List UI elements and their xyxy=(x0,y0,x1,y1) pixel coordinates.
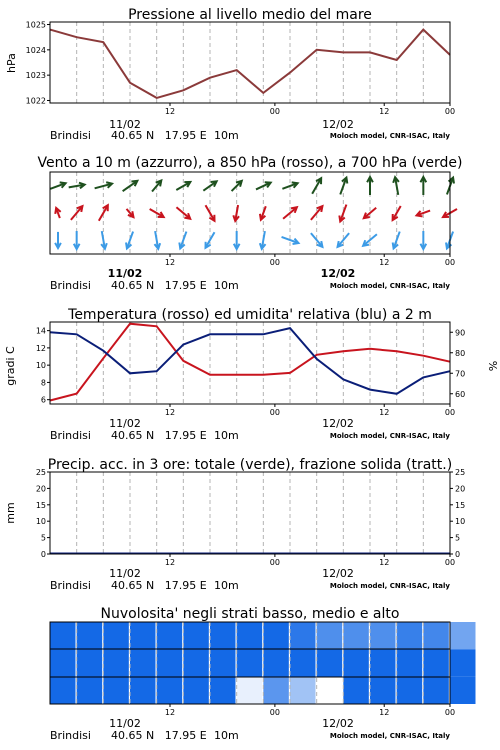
pressure-date-2: 12/02 xyxy=(322,118,354,131)
pressure-title: Pressione al livello medio del mare xyxy=(128,7,372,23)
temperature-xtick-label: 00 xyxy=(444,408,456,417)
wind-date-2: 12/02 xyxy=(320,267,356,280)
wind-location-elevation: 10m xyxy=(214,279,239,292)
clouds-location-elevation: 10m xyxy=(214,729,239,742)
clouds-date-1: 11/02 xyxy=(109,717,141,730)
temperature-date-1: 11/02 xyxy=(109,417,141,430)
humidity-ytick-label: 60 xyxy=(455,389,466,399)
temperature-ytick-label: 14 xyxy=(35,326,46,336)
wind-title: Vento a 10 m (azzurro), a 850 hPa (rosso), a 700 hPa (verde) xyxy=(37,155,463,171)
precipitation-ytick-label-right: 10 xyxy=(455,517,466,527)
cloud-cell-basso xyxy=(183,677,209,704)
temperature-location-elevation: 10m xyxy=(214,429,239,442)
cloud-cell-alto xyxy=(263,622,289,649)
panel-pressure xyxy=(5,7,455,142)
wind-arrow xyxy=(179,232,186,249)
wind-credit: Moloch model, CNR-ISAC, Italy xyxy=(329,282,450,290)
precipitation-plot-frame xyxy=(50,472,450,554)
pressure-location-elevation: 10m xyxy=(214,129,239,142)
wind-arrow xyxy=(420,231,426,249)
cloud-cell-alto xyxy=(317,622,343,649)
humidity-ytick-label: 90 xyxy=(455,328,466,338)
precipitation-credit: Moloch model, CNR-ISAC, Italy xyxy=(329,582,450,590)
wind-xtick-label: 00 xyxy=(444,258,456,267)
precipitation-xtick-label: 00 xyxy=(269,558,280,567)
cloud-cell-medio xyxy=(317,649,343,676)
cloud-cell-alto xyxy=(210,622,236,649)
humidity-ytick-label: 80 xyxy=(455,348,466,358)
cloud-cell-alto xyxy=(450,622,476,649)
temperature-title: Temperatura (rosso) ed umidita' relativa (blu) a 2 m xyxy=(68,307,432,323)
precipitation-xtick-label: 00 xyxy=(444,558,456,567)
wind-xtick-label: 12 xyxy=(379,258,390,267)
wind-arrow xyxy=(420,177,426,195)
cloud-cell-medio xyxy=(210,649,236,676)
wind-arrow xyxy=(206,232,215,248)
cloud-cell-alto xyxy=(50,622,76,649)
wind-arrow xyxy=(340,178,347,195)
cloud-cell-basso xyxy=(423,677,449,704)
pressure-xtick-label: 00 xyxy=(269,107,280,116)
precipitation-ytick-label: 25 xyxy=(35,468,46,477)
cloud-cell-basso xyxy=(317,677,343,704)
cloud-cell-medio xyxy=(157,649,183,676)
clouds-xtick-label: 00 xyxy=(269,708,280,717)
humidity-series-line xyxy=(50,328,450,394)
cloud-cell-medio xyxy=(77,649,103,676)
humidity-ylabel: % xyxy=(486,360,499,372)
cloud-cell-basso xyxy=(397,677,423,704)
temperature-ytick-label: 6 xyxy=(40,395,46,405)
cloud-cell-basso xyxy=(290,677,316,704)
precipitation-footer xyxy=(50,567,450,592)
wind-arrow xyxy=(55,232,61,248)
clouds-date-2: 12/02 xyxy=(322,717,354,730)
wind-location-coords: 40.65 N 17.95 E xyxy=(111,279,207,292)
cloud-cell-alto xyxy=(183,622,209,649)
panel-clouds xyxy=(50,606,476,742)
cloud-cell-alto xyxy=(423,622,449,649)
wind-arrow xyxy=(367,177,373,195)
wind-arrow xyxy=(234,231,240,249)
cloud-cell-basso xyxy=(263,677,289,704)
cloud-cell-basso xyxy=(157,677,183,704)
wind-xtick-label: 00 xyxy=(269,258,280,267)
cloud-cell-basso xyxy=(343,677,369,704)
cloud-cell-alto xyxy=(397,622,423,649)
precipitation-date-1: 11/02 xyxy=(109,567,141,580)
cloud-cell-basso xyxy=(50,677,76,704)
precipitation-ytick-label: 20 xyxy=(35,484,46,494)
temperature-credit: Moloch model, CNR-ISAC, Italy xyxy=(329,432,450,440)
wind-arrow xyxy=(154,231,160,249)
pressure-ytick-label: 1023 xyxy=(25,71,46,81)
humidity-ytick-label: 70 xyxy=(455,369,466,379)
precipitation-ytick-label: 0 xyxy=(40,550,46,559)
cloud-cell-basso xyxy=(210,677,236,704)
wind-arrow xyxy=(393,232,400,249)
temperature-footer xyxy=(50,417,450,442)
temperature-xtick-label: 12 xyxy=(379,408,390,417)
pressure-xtick-label: 12 xyxy=(164,107,176,116)
pressure-location-coords: 40.65 N 17.95 E xyxy=(111,129,207,142)
precipitation-ytick-label-right: 0 xyxy=(455,550,461,559)
cloud-cell-basso xyxy=(450,677,476,704)
temperature-ylabel: gradi C xyxy=(4,346,17,386)
precipitation-ytick-label-right: 15 xyxy=(455,500,466,510)
temperature-ytick-label: 8 xyxy=(40,378,46,388)
pressure-credit: Moloch model, CNR-ISAC, Italy xyxy=(329,132,450,140)
pressure-location-name: Brindisi xyxy=(50,129,91,142)
precipitation-ytick-label-right: 5 xyxy=(455,533,461,543)
pressure-ytick-label: 1024 xyxy=(25,45,46,55)
cloud-cell-medio xyxy=(263,649,289,676)
cloud-cell-basso xyxy=(237,677,263,704)
precipitation-xtick-label: 12 xyxy=(164,558,176,567)
cloud-cell-alto xyxy=(343,622,369,649)
cloud-cell-medio xyxy=(103,649,129,676)
cloud-cell-basso xyxy=(130,677,156,704)
cloud-cell-alto xyxy=(237,622,263,649)
precipitation-ytick-label: 15 xyxy=(35,500,46,510)
pressure-ytick-label: 1022 xyxy=(25,96,46,106)
wind-arrow xyxy=(101,231,107,249)
clouds-xtick-label: 12 xyxy=(379,708,390,717)
wind-footer xyxy=(50,267,450,292)
pressure-plot-frame xyxy=(50,22,450,103)
precipitation-location-coords: 40.65 N 17.95 E xyxy=(111,579,207,592)
precipitation-title: Precip. acc. in 3 ore: totale (verde), frazione solida (tratt.) xyxy=(47,457,453,473)
wind-xtick-label: 12 xyxy=(164,258,176,267)
cloud-cell-medio xyxy=(290,649,316,676)
pressure-series-line xyxy=(50,30,450,98)
pressure-ytick-label: 1025 xyxy=(25,20,46,30)
cloud-cell-medio xyxy=(130,649,156,676)
wind-arrow xyxy=(126,232,133,249)
pressure-xtick-label: 00 xyxy=(444,107,456,116)
precipitation-ytick-label: 5 xyxy=(40,533,46,543)
clouds-location-name: Brindisi xyxy=(50,729,91,742)
temperature-location-coords: 40.65 N 17.95 E xyxy=(111,429,207,442)
cloud-cell-medio xyxy=(397,649,423,676)
precipitation-ytick-label-right: 25 xyxy=(455,468,466,477)
wind-arrow xyxy=(99,205,108,221)
clouds-xtick-label: 00 xyxy=(444,708,456,717)
precipitation-ylabel: mm xyxy=(4,502,17,524)
cloud-cell-alto xyxy=(77,622,103,649)
panel-precipitation xyxy=(4,457,475,592)
cloud-cell-medio xyxy=(423,649,449,676)
cloud-cell-medio xyxy=(343,649,369,676)
temperature-location-name: Brindisi xyxy=(50,429,91,442)
pressure-date-1: 11/02 xyxy=(109,118,141,131)
temperature-ytick-label: 12 xyxy=(35,343,46,353)
clouds-location-coords: 40.65 N 17.95 E xyxy=(111,729,207,742)
clouds-xtick-label: 12 xyxy=(164,708,176,717)
wind-arrow xyxy=(55,208,60,218)
wind-arrow xyxy=(312,178,321,194)
cloud-cell-medio xyxy=(370,649,396,676)
cloud-cell-basso xyxy=(370,677,396,704)
wind-arrow xyxy=(74,231,80,249)
temperature-xtick-label: 12 xyxy=(164,408,176,417)
precipitation-bar xyxy=(450,553,475,554)
precipitation-location-name: Brindisi xyxy=(50,579,91,592)
panel-wind xyxy=(37,155,462,292)
cloud-cell-alto xyxy=(290,622,316,649)
wind-date-1: 11/02 xyxy=(107,267,143,280)
precipitation-xtick-label: 12 xyxy=(379,558,390,567)
temperature-xtick-label: 00 xyxy=(269,408,280,417)
wind-location-name: Brindisi xyxy=(50,279,91,292)
cloud-cell-medio xyxy=(237,649,263,676)
wind-arrow xyxy=(50,182,65,188)
cloud-cell-alto xyxy=(370,622,396,649)
precipitation-ytick-label: 10 xyxy=(35,517,46,527)
wind-arrow xyxy=(260,231,266,249)
temperature-ytick-label: 10 xyxy=(35,361,46,371)
cloud-cell-medio xyxy=(450,649,476,676)
precipitation-date-2: 12/02 xyxy=(322,567,354,580)
precipitation-ytick-label-right: 20 xyxy=(455,484,466,494)
temperature-date-2: 12/02 xyxy=(322,417,354,430)
pressure-footer xyxy=(50,118,450,142)
precipitation-location-elevation: 10m xyxy=(214,579,239,592)
clouds-title: Nuvolosita' negli strati basso, medio e alto xyxy=(100,606,400,622)
panel-temperature xyxy=(4,307,499,442)
cloud-cell-alto xyxy=(130,622,156,649)
pressure-ylabel: hPa xyxy=(5,53,18,73)
cloud-cell-alto xyxy=(103,622,129,649)
wind-arrow xyxy=(393,177,399,195)
clouds-credit: Moloch model, CNR-ISAC, Italy xyxy=(329,732,450,740)
clouds-footer xyxy=(50,717,450,742)
cloud-cell-basso xyxy=(77,677,103,704)
pressure-xtick-label: 12 xyxy=(379,107,390,116)
cloud-cell-medio xyxy=(50,649,76,676)
cloud-cell-alto xyxy=(157,622,183,649)
cloud-cell-basso xyxy=(103,677,129,704)
cloud-cell-medio xyxy=(183,649,209,676)
